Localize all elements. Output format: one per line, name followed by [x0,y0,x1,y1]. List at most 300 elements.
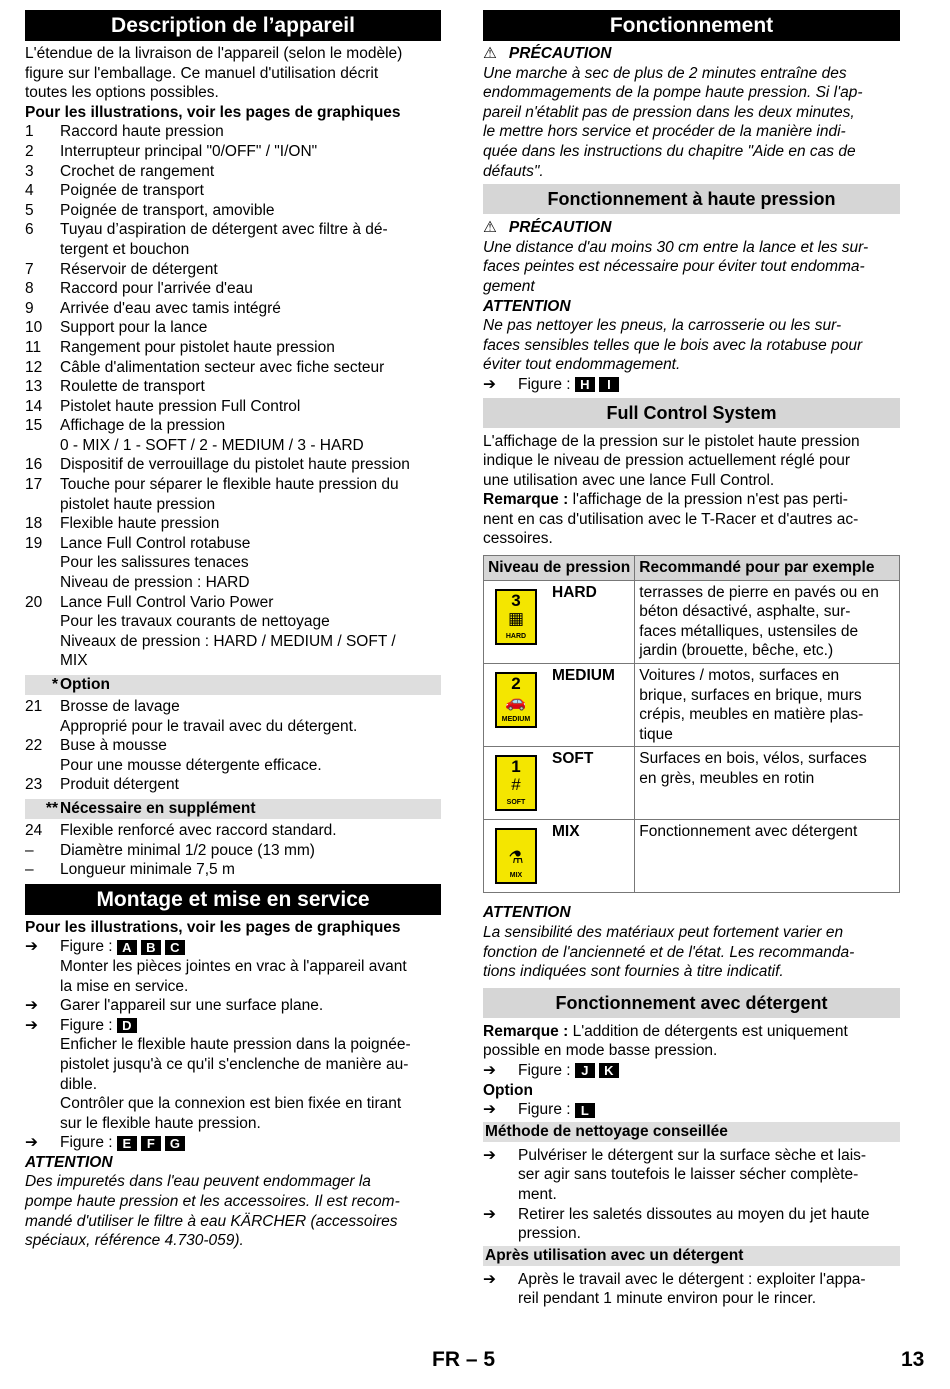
item-number: 21 [25,698,43,715]
item-text: Arrivée d'eau avec tamis intégré [60,299,281,317]
figure-badge: E [117,1136,137,1151]
right-column [483,10,900,1309]
recommendation-line: crépis, meubles en matière plas- [639,706,864,724]
pressure-level-medium-icon [495,672,537,728]
attention-line: Des impuretés dans l'eau peuvent endommager la [25,1173,371,1191]
list-item [25,416,441,436]
step-line [483,1224,900,1244]
attention-text [483,923,900,982]
figure-line [60,1016,441,1036]
item-text: Roulette de transport [60,378,205,396]
figure-badge: C [165,940,185,955]
item-text: Diamètre minimal 1/2 pouce (13 mm) [60,841,315,859]
step-line [25,1114,441,1134]
pressure-level: MEDIUM [548,664,635,747]
list-item [25,860,441,880]
figure-reference [25,1016,441,1036]
item-number: – [25,861,34,879]
step-line [25,957,441,977]
item-text: MIX [60,652,88,670]
figure-badge: J [575,1063,595,1078]
item-text: Flexible renforcé avec raccord standard. [60,821,337,839]
list-item [25,436,441,456]
figure-label: Figure : [60,1016,113,1034]
pressure-table [483,555,900,893]
item-number [25,495,60,515]
icon-number: 1 [511,757,521,777]
step-line [483,1270,900,1290]
icon-label: MIX [509,872,523,880]
item-number: 12 [25,358,43,376]
table-row [484,580,900,663]
caution-line: Une distance d'au moins 30 cm entre la lance et les sur- [483,238,869,256]
figure-label: Figure : [518,1101,571,1119]
icon-label: MEDIUM [501,716,531,724]
item-text: tergent et bouchon [60,240,190,258]
item-text: Support pour la lance [60,319,208,337]
figure-reference [483,375,900,395]
arrow-icon [483,1224,518,1244]
list-item [25,455,441,475]
item-number: 2 [25,142,34,160]
icon-glyph: ▦ [507,608,525,628]
arrow-icon [25,1094,60,1114]
item-text: Niveaux de pression : HARD / MEDIUM / SOFT / [60,632,396,650]
list-item [25,475,441,495]
icon-glyph: ⚗ [508,848,524,868]
caution-line: Une marche à sec de plus de 2 minutes entraîne des [483,64,847,82]
item-text: Câble d'alimentation secteur avec fiche secteur [60,358,385,376]
option-header [25,675,441,695]
remark-line: cessoires. [483,530,553,548]
recommendation-line: brique, surfaces en brique, murs [639,686,862,704]
item-text: Dispositif de verrouillage du pistolet haute pression [60,456,410,474]
list-item [25,821,441,841]
item-number: 9 [25,299,34,317]
step-text: Retirer les saletés dissoutes au moyen du jet haute [518,1205,870,1223]
item-number: 17 [25,476,43,494]
remark-line: possible en mode basse pression. [483,1042,718,1060]
method-steps [483,1146,900,1244]
option-label: Option [483,1081,533,1099]
section-footer: FR – 5 [432,1348,496,1371]
detergent-title: Fonctionnement avec détergent [483,988,900,1018]
full-control-intro [483,432,900,550]
remark-label: Remarque : [483,491,569,509]
icon-number: 3 [511,590,521,610]
arrow-icon: ➔ [25,1134,38,1152]
warning-icon: ⚠ [483,45,497,62]
list-item [25,220,441,240]
item-text: Flexible haute pression [60,515,220,533]
item-text: Affichage de la pression [60,417,226,435]
list-item [25,122,441,142]
step-line [483,1205,900,1225]
item-text: Pour une mousse détergente efficace. [60,756,322,774]
item-text: Pour les travaux courants de nettoyage [60,613,330,631]
pressure-level: MIX [548,820,635,893]
item-text: Longueur minimale 7,5 m [60,861,235,879]
attention-line: spéciaux, référence 4.730-059). [25,1232,244,1250]
item-text: Lance Full Control Vario Power [60,593,274,611]
caution-label: PRÉCAUTION [508,219,612,237]
attention-line: faces sensibles telles que le bois avec la rotabuse pour [483,336,863,354]
list-item [25,162,441,182]
intro-line: indique le niveau de pression actuellement réglé pour [483,452,851,470]
item-number [25,240,60,260]
list-item [25,514,441,534]
item-number: 13 [25,378,43,396]
step-text: reil pendant 1 minute environ pour le rincer. [518,1290,817,1308]
figure-badge: I [599,377,619,392]
item-number: 24 [25,821,43,839]
list-item [25,573,441,593]
intro-line: toutes les options possibles. [25,84,219,102]
arrow-icon [25,1075,60,1095]
pressure-level-mix-icon [495,828,537,884]
icon-number: 2 [511,674,521,694]
arrow-icon: ➔ [483,1061,496,1079]
attention-line: La sensibilité des matériaux peut fortement varier en [483,924,844,941]
page-number: 13 [901,1348,925,1371]
attention-line: éviter tout endommagement. [483,356,681,374]
item-text: Rangement pour pistolet haute pression [60,338,335,356]
arrow-icon [25,977,60,997]
figure-badge: F [141,1136,161,1151]
item-number [25,717,60,737]
required-label: Nécessaire en supplément [60,799,256,817]
step-line [25,996,441,1016]
attention-line: mandé d'utiliser le filtre à eau KÄRCHER (accessoires [25,1212,398,1230]
item-text: Buse à mousse [60,737,167,755]
item-text: Lance Full Control rotabuse [60,534,251,552]
required-list [25,821,441,880]
item-number: – [25,841,34,859]
item-text: Niveau de pression : HARD [60,574,250,592]
header-recommended: Recommandé pour par exemple [635,556,900,581]
item-text: Crochet de rangement [60,162,215,180]
pressure-icon-cell [484,664,549,747]
arrow-icon [25,1055,60,1075]
step-line [483,1146,900,1166]
recommendation-line: jardin (brouette, bêche, etc.) [639,642,834,660]
item-number [25,756,60,776]
pressure-icon-cell [484,580,549,663]
item-number [25,573,60,593]
step-text: ment. [518,1185,557,1203]
icon-glyph: # [511,775,521,795]
header-level: Niveau de pression [484,556,635,581]
intro-line: figure sur l'emballage. Ce manuel d'utilisation décrit [25,64,379,82]
icon-label: SOFT [506,799,526,807]
montage-title: Montage et mise en service [25,884,441,915]
figure-badge: L [575,1103,595,1118]
step-line [25,1055,441,1075]
item-number: 22 [25,737,43,755]
item-number [25,612,60,632]
caution-line: faces peintes est nécessaire pour éviter tout endomma- [483,258,865,276]
arrow-icon: ➔ [25,1016,38,1034]
caution-line: le mettre hors service et procéder de la manière indi- [483,123,846,141]
item-number [25,632,60,652]
item-number: 1 [25,123,34,141]
item-number: 5 [25,201,34,219]
item-number: 8 [25,280,34,298]
figure-badge: K [599,1063,619,1078]
method-title: Méthode de nettoyage conseillée [483,1122,900,1142]
list-item [25,495,441,515]
item-number: 3 [25,162,34,180]
arrow-icon [483,1165,518,1185]
component-list [25,122,441,671]
list-item [25,279,441,299]
list-item [25,717,441,737]
figure-badge: H [575,377,595,392]
left-column [25,10,441,1251]
step-text: Garer l'appareil sur une surface plane. [60,997,324,1015]
caution-heading [483,218,900,238]
caution-line: pareil n'établit pas de pression dans les deux minutes, [483,103,855,121]
intro-line: une utilisation avec une lance Full Control. [483,471,775,489]
arrow-icon [25,957,60,977]
list-item [25,260,441,280]
list-item [25,632,441,652]
list-item [25,377,441,397]
item-number: 6 [25,221,34,239]
recommendation-line: béton désactivé, asphalte, sur- [639,603,851,621]
arrow-icon: ➔ [483,1101,496,1119]
list-item [25,201,441,221]
list-item [25,142,441,162]
table-row [484,820,900,893]
figure-badge: B [141,940,161,955]
step-line [483,1289,900,1309]
illustrations-note: Pour les illustrations, voir les pages de graphiques [25,103,401,121]
option-label: Option [60,676,110,693]
option-list [25,697,441,795]
recommendation [635,664,900,747]
table-row [484,747,900,820]
step-text: Pulvériser le détergent sur la surface sèche et lais- [518,1146,867,1164]
figure-label: Figure : [518,375,571,393]
remark-line: L'addition de détergents est uniquement [568,1022,848,1040]
arrow-icon [25,1035,60,1055]
table-header-row [484,556,900,581]
fonctionnement-title: Fonctionnement [483,10,900,41]
warning-icon: ⚠ [483,219,497,237]
caution-text [483,64,900,182]
caution-line: endommagements de la pompe haute pression. Si l'ap- [483,84,863,102]
figure-badge: A [117,940,137,955]
recommendation-line: terrasses de pierre en pavés ou en [639,583,879,601]
arrow-icon: ➔ [25,938,38,956]
item-text: Touche pour séparer le flexible haute pression du [60,476,399,494]
required-marker: ** [45,799,58,817]
item-number [25,651,60,671]
recommendation-line: Voitures / motos, surfaces en [639,667,840,685]
caution-text [483,238,900,297]
figure-reference [25,1133,441,1153]
remark-label: Remarque : [483,1022,569,1040]
pressure-level: HARD [548,580,635,663]
item-number: 19 [25,534,43,552]
item-text: Raccord pour l'arrivée d'eau [60,280,253,298]
step-line [25,1075,441,1095]
attention-line: pompe haute pression et les accessoires. Il est recom- [25,1193,400,1211]
recommendation [635,747,900,820]
attention-line: fonction de l'ancienneté et de l'état. Les recommanda- [483,943,855,961]
icon-glyph: 🚗 [505,692,527,712]
pressure-icon-cell [484,820,549,893]
list-item [25,593,441,613]
figure-badge: G [165,1136,185,1151]
item-number: 15 [25,417,43,435]
step-text: Contrôler que la connexion est bien fixée en tirant [60,1095,402,1113]
arrow-icon [483,1185,518,1205]
item-text: 0 - MIX / 1 - SOFT / 2 - MEDIUM / 3 - HARD [60,436,364,454]
arrow-icon: ➔ [483,375,496,393]
step-text: Monter les pièces jointes en vrac à l'appareil avant [60,957,407,975]
figure-reference [25,937,441,957]
arrow-icon [25,1114,60,1134]
list-item [25,534,441,554]
pressure-level: SOFT [548,747,635,820]
item-number: 7 [25,260,34,278]
list-item [25,775,441,795]
recommendation-line: Surfaces en bois, vélos, surfaces [639,750,867,768]
item-number: 23 [25,776,43,794]
list-item [25,736,441,756]
step-text: dible. [60,1075,98,1093]
item-number: 14 [25,397,43,415]
item-number: 16 [25,456,43,474]
step-line [483,1185,900,1205]
list-item [25,697,441,717]
full-control-title: Full Control System [483,398,900,428]
figure-label: Figure : [518,1061,571,1079]
caution-line: gement [483,277,535,295]
pressure-level-hard-icon [495,589,537,645]
intro-line: L'affichage de la pression sur le pistolet haute pression [483,432,860,450]
item-number: 11 [25,338,42,356]
haute-pression-title: Fonctionnement à haute pression [483,184,900,214]
pressure-level-soft-icon [495,755,537,811]
arrow-icon: ➔ [483,1146,496,1164]
item-text: Pistolet haute pression Full Control [60,397,301,415]
list-item [25,318,441,338]
step-text: pistolet jusqu'à ce qu'il s'enclenche de manière au- [60,1055,409,1073]
pressure-icon-cell [484,747,549,820]
item-number [25,553,60,573]
list-item [25,397,441,417]
after-steps [483,1270,900,1309]
required-header [25,799,441,819]
montage-attention-text [25,1172,441,1250]
item-text: Raccord haute pression [60,123,224,141]
list-item [25,612,441,632]
recommendation [635,580,900,663]
montage-attention-label: ATTENTION [25,1153,113,1171]
icon-label: HARD [505,632,527,640]
attention-label: ATTENTION [483,297,571,315]
list-item [25,553,441,573]
step-text: ser agir sans toutefois le laisser sécher complète- [518,1166,859,1184]
montage-steps [25,937,441,1153]
step-text: Enficher le flexible haute pression dans la poignée- [60,1036,411,1054]
arrow-icon: ➔ [25,997,38,1015]
item-text: Brosse de lavage [60,698,180,715]
figure-line [60,937,441,957]
description-intro [25,44,441,103]
step-line [483,1165,900,1185]
list-item [25,299,441,319]
step-line [25,1094,441,1114]
item-number: 4 [25,182,34,200]
list-item [25,756,441,776]
attention-text [483,316,900,375]
figure-label: Figure : [60,938,113,956]
item-text: Produit détergent [60,776,179,794]
item-text: pistolet haute pression [60,495,216,513]
list-item [25,338,441,358]
item-number: 20 [25,593,43,611]
step-text: Après le travail avec le détergent : exploiter l'appa- [518,1270,866,1288]
list-item [25,651,441,671]
item-number: 10 [25,319,43,337]
attention-line: tions indiquées sont fournies à titre indicatif. [483,963,784,981]
figure-badge: D [117,1018,137,1033]
arrow-icon: ➔ [483,1205,496,1223]
recommendation-line: Fonctionnement avec détergent [639,823,858,841]
table-row [484,664,900,747]
figure-reference [483,1061,900,1081]
list-item [25,181,441,201]
recommendation [635,820,900,893]
attention-label: ATTENTION [483,904,571,922]
caution-heading [483,44,900,64]
description-title: Description de l’appareil [25,10,441,41]
step-text: la mise en service. [60,977,189,995]
step-line [25,977,441,997]
recommendation-line: tique [639,725,673,743]
list-item [25,358,441,378]
list-item [25,240,441,260]
montage-illustrations-note: Pour les illustrations, voir les pages de graphiques [25,918,401,936]
list-item [25,841,441,861]
attention-line: Ne pas nettoyer les pneus, la carrosserie ou les sur- [483,317,842,335]
caution-line: défauts". [483,162,544,180]
item-text: Pour les salissures tenaces [60,554,249,572]
item-text: Réservoir de détergent [60,260,218,278]
item-text: Tuyau d’aspiration de détergent avec filtre à dé- [60,221,388,239]
item-text: Poignée de transport, amovible [60,201,275,219]
caution-label: PRÉCAUTION [508,45,612,62]
figure-label: Figure : [60,1134,113,1152]
arrow-icon [483,1289,518,1309]
remark-line: l'affichage de la pression n'est pas perti- [568,491,848,509]
item-number [25,436,60,456]
recommendation-line: en grès, meubles en rotin [639,770,815,787]
item-text: Interrupteur principal "0/OFF" / "I/ON" [60,142,318,160]
remark-line: nent en cas d'utilisation avec le T-Racer et d'autres ac- [483,510,859,528]
step-text: sur le flexible haute pression. [60,1114,261,1132]
caution-line: quée dans les instructions du chapitre "Aide en cas de [483,142,856,160]
item-number: 18 [25,515,43,533]
option-marker: * [51,676,58,693]
figure-reference [483,1100,900,1120]
arrow-icon: ➔ [483,1270,496,1288]
item-text: Poignée de transport [60,182,204,200]
